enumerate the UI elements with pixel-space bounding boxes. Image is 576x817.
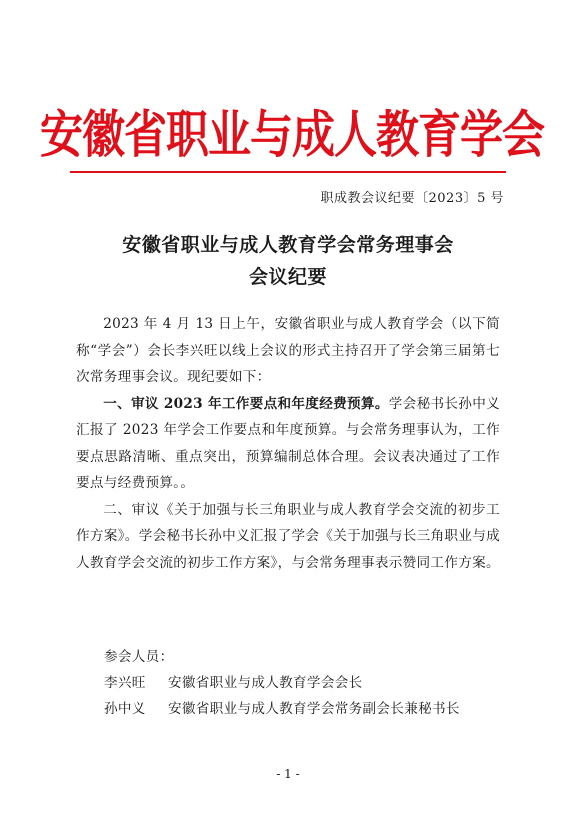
attendee-row xyxy=(104,696,460,722)
item-1-text: 学会秘书长孙中义汇报了 2023 年学会工作要点和年度预算。与会常务理事认为，工作要点思路清晰、重点突出，预算编制总体合理。会议表决通过了工作要点与经费预算。。 xyxy=(76,395,500,491)
item-1-paragraph xyxy=(76,391,500,497)
item-1-heading: 一、审议 2023 年工作要点和年度经费预算。 xyxy=(103,395,389,412)
masthead-red-rule xyxy=(70,171,506,173)
document-body xyxy=(76,311,500,576)
item-2-heading: 二、审议《关于加强与长三角职业与成人教育学会交流的初步工作方案》。 xyxy=(76,501,500,544)
attendees-label: 参会人员： xyxy=(104,649,174,665)
attendee-row xyxy=(104,670,460,696)
attendee-name: 李兴旺 xyxy=(104,675,146,691)
attendees-section xyxy=(104,644,460,722)
masthead-org-name: 安徽省职业与成人教育学会 xyxy=(40,105,544,165)
attendee-name: 孙中义 xyxy=(104,701,146,717)
document-title-line-1: 安徽省职业与成人教育学会常务理事会 xyxy=(122,234,454,256)
intro-paragraph: 2023 年 4 月 13 日上午，安徽省职业与成人教育学会（以下简称“学会”）会长李兴旺以线上会议的形式主持召开了学会第三届第七次常务理事会议。现纪要如下： xyxy=(76,316,500,385)
document-title-line-2: 会议纪要 xyxy=(248,266,327,288)
item-2-paragraph xyxy=(76,497,500,577)
document-number: 职成教会议纪要〔2023〕5 号 xyxy=(320,191,504,206)
page-number: - 1 - xyxy=(276,767,300,781)
item-2-text: 学会秘书长孙中义汇报了学会《关于加强与长三角职业与成人教育学会交流的初步工作方案》，与会常务理事表示赞同工作方案。 xyxy=(76,528,500,571)
attendee-role: 安徽省职业与成人教育学会会长 xyxy=(168,675,363,691)
attendee-role: 安徽省职业与成人教育学会常务副会长兼秘书长 xyxy=(168,701,460,717)
